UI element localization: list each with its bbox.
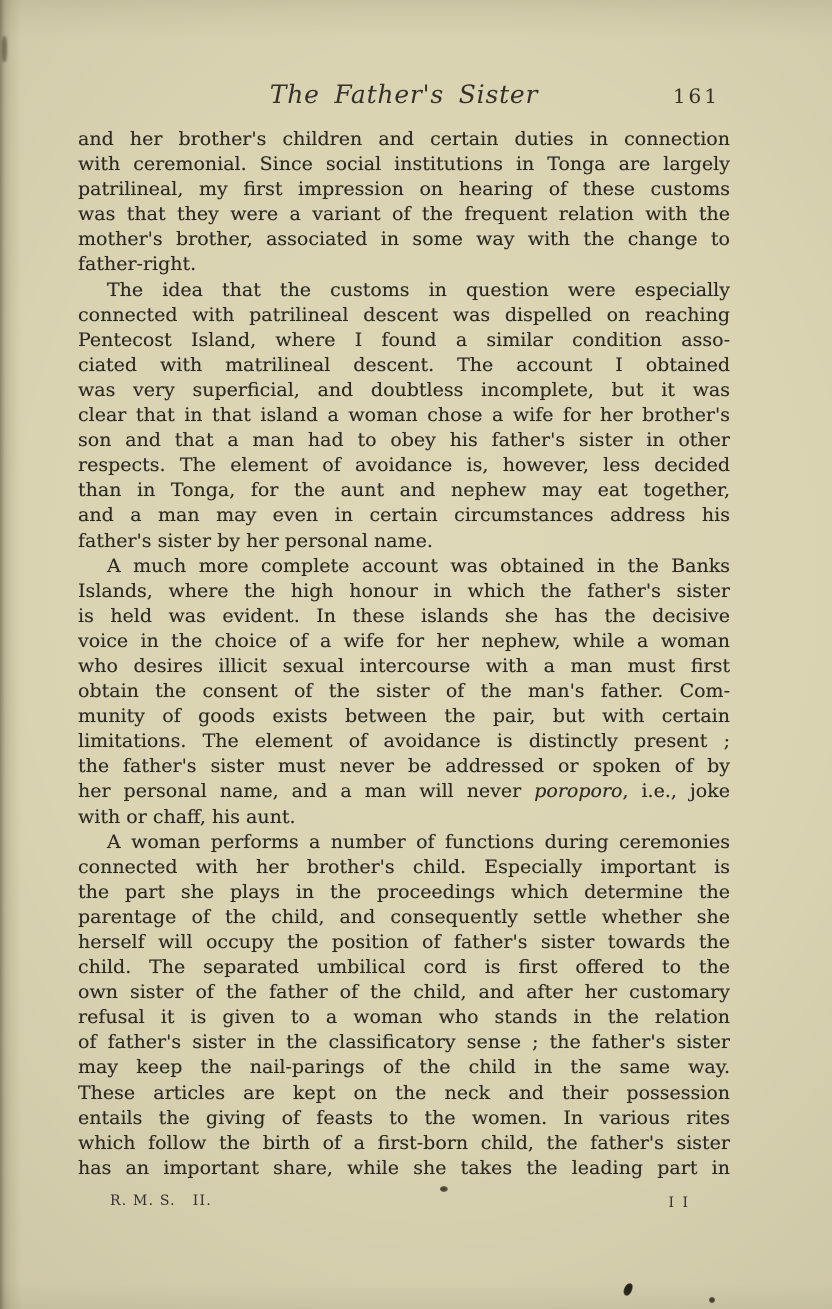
text-line: obtain the consent of the sister of the man's father. Com- xyxy=(78,680,730,703)
text-line: mother's brother, associated in some way with the change to xyxy=(78,228,730,251)
text-line: Pentecost Island, where I found a similar condition asso- xyxy=(78,328,730,351)
text-line: A woman performs a number of functions during ceremonies xyxy=(107,830,730,853)
text-line: child. The separated umbilical cord is first offered to the xyxy=(78,956,730,979)
text-line: and a man may even in certain circumstances address his xyxy=(78,504,730,527)
page-body-text xyxy=(78,127,730,1181)
text-line: and her brother's children and certain duties in connection xyxy=(78,128,730,150)
page-footer xyxy=(78,1193,730,1213)
text-line: is held was evident. In these islands she has the decisive xyxy=(78,604,730,627)
scan-edge-mark xyxy=(2,36,7,62)
text-line: voice in the choice of a wife for her nephew, while a woman xyxy=(78,629,730,652)
text-line: ciated with matrilineal descent. The account I obtained xyxy=(78,353,730,376)
text-line: was very superficial, and doubtless incomplete, but it was xyxy=(78,378,730,401)
text-line: A much more complete account was obtained in the Banks xyxy=(107,554,730,577)
text-line: of father's sister in the classificatory sense ; the father's sister xyxy=(78,1031,730,1054)
text-line: limitations. The element of avoidance is distinctly present ; xyxy=(78,730,730,753)
text-line: entails the giving of feasts to the women. In various rites xyxy=(78,1106,730,1129)
ink-speck xyxy=(622,1282,634,1297)
text-line: who desires illicit sexual intercourse with a man must first xyxy=(78,654,730,677)
text-line: the part she plays in the proceedings which determine the xyxy=(78,880,730,903)
gathering-signature: I I xyxy=(668,1195,690,1211)
text-line: has an important share, while she takes the leading part in xyxy=(78,1156,730,1179)
text-line: herself will occupy the position of father's sister towards the xyxy=(78,931,730,953)
volume-signature: R. M. S. II. xyxy=(110,1193,212,1209)
text-line: with ceremonial. Since social institutions in Tonga are largely xyxy=(78,153,730,176)
ink-speck xyxy=(440,1186,448,1192)
text-line: connected with patrilineal descent was dispelled on reaching xyxy=(78,303,730,326)
text-line: the father's sister must never be addressed or spoken of by xyxy=(78,755,730,778)
text-line: father's sister by her personal name. xyxy=(78,529,433,552)
text-line: which follow the birth of a first-born child, the father's sister xyxy=(78,1131,730,1154)
page-number: 161 xyxy=(672,84,720,108)
text-line: refusal it is given to a woman who stands in the relation xyxy=(78,1006,730,1029)
page-header xyxy=(78,80,730,112)
text-line: clear that in that island a woman chose a wife for her brother's xyxy=(78,404,730,427)
running-title: The Father's Sister xyxy=(269,80,539,109)
text-line: The idea that the customs in question were especially xyxy=(107,278,730,301)
text-line: patrilineal, my first impression on hearing of these customs xyxy=(78,178,730,201)
text-line: respects. The element of avoidance is, however, less decided xyxy=(78,454,730,477)
text-line: Islands, where the high honour in which the father's sister xyxy=(78,579,730,602)
text-line: son and that a man had to obey his father's sister in other xyxy=(78,429,730,452)
text-line: than in Tonga, for the aunt and nephew may eat together, xyxy=(78,479,730,502)
text-line: own sister of the father of the child, and after her customary xyxy=(78,981,730,1004)
text-line: was that they were a variant of the frequent relation with the xyxy=(78,203,730,226)
text-line: These articles are kept on the neck and their possession xyxy=(78,1081,730,1104)
text-line: may keep the nail-parings of the child in the same way. xyxy=(78,1056,730,1079)
text-line: father-right. xyxy=(78,253,197,276)
text-line: her personal name, and a man will never poroporo, i.e., joke xyxy=(78,780,730,803)
text-line: munity of goods exists between the pair, but with certain xyxy=(78,705,730,728)
text-line: with or chaff, his aunt. xyxy=(78,805,296,828)
ink-speck xyxy=(709,1297,715,1303)
text-line: connected with her brother's child. Especially important is xyxy=(78,855,730,878)
text-line: parentage of the child, and consequently settle whether she xyxy=(78,905,730,928)
